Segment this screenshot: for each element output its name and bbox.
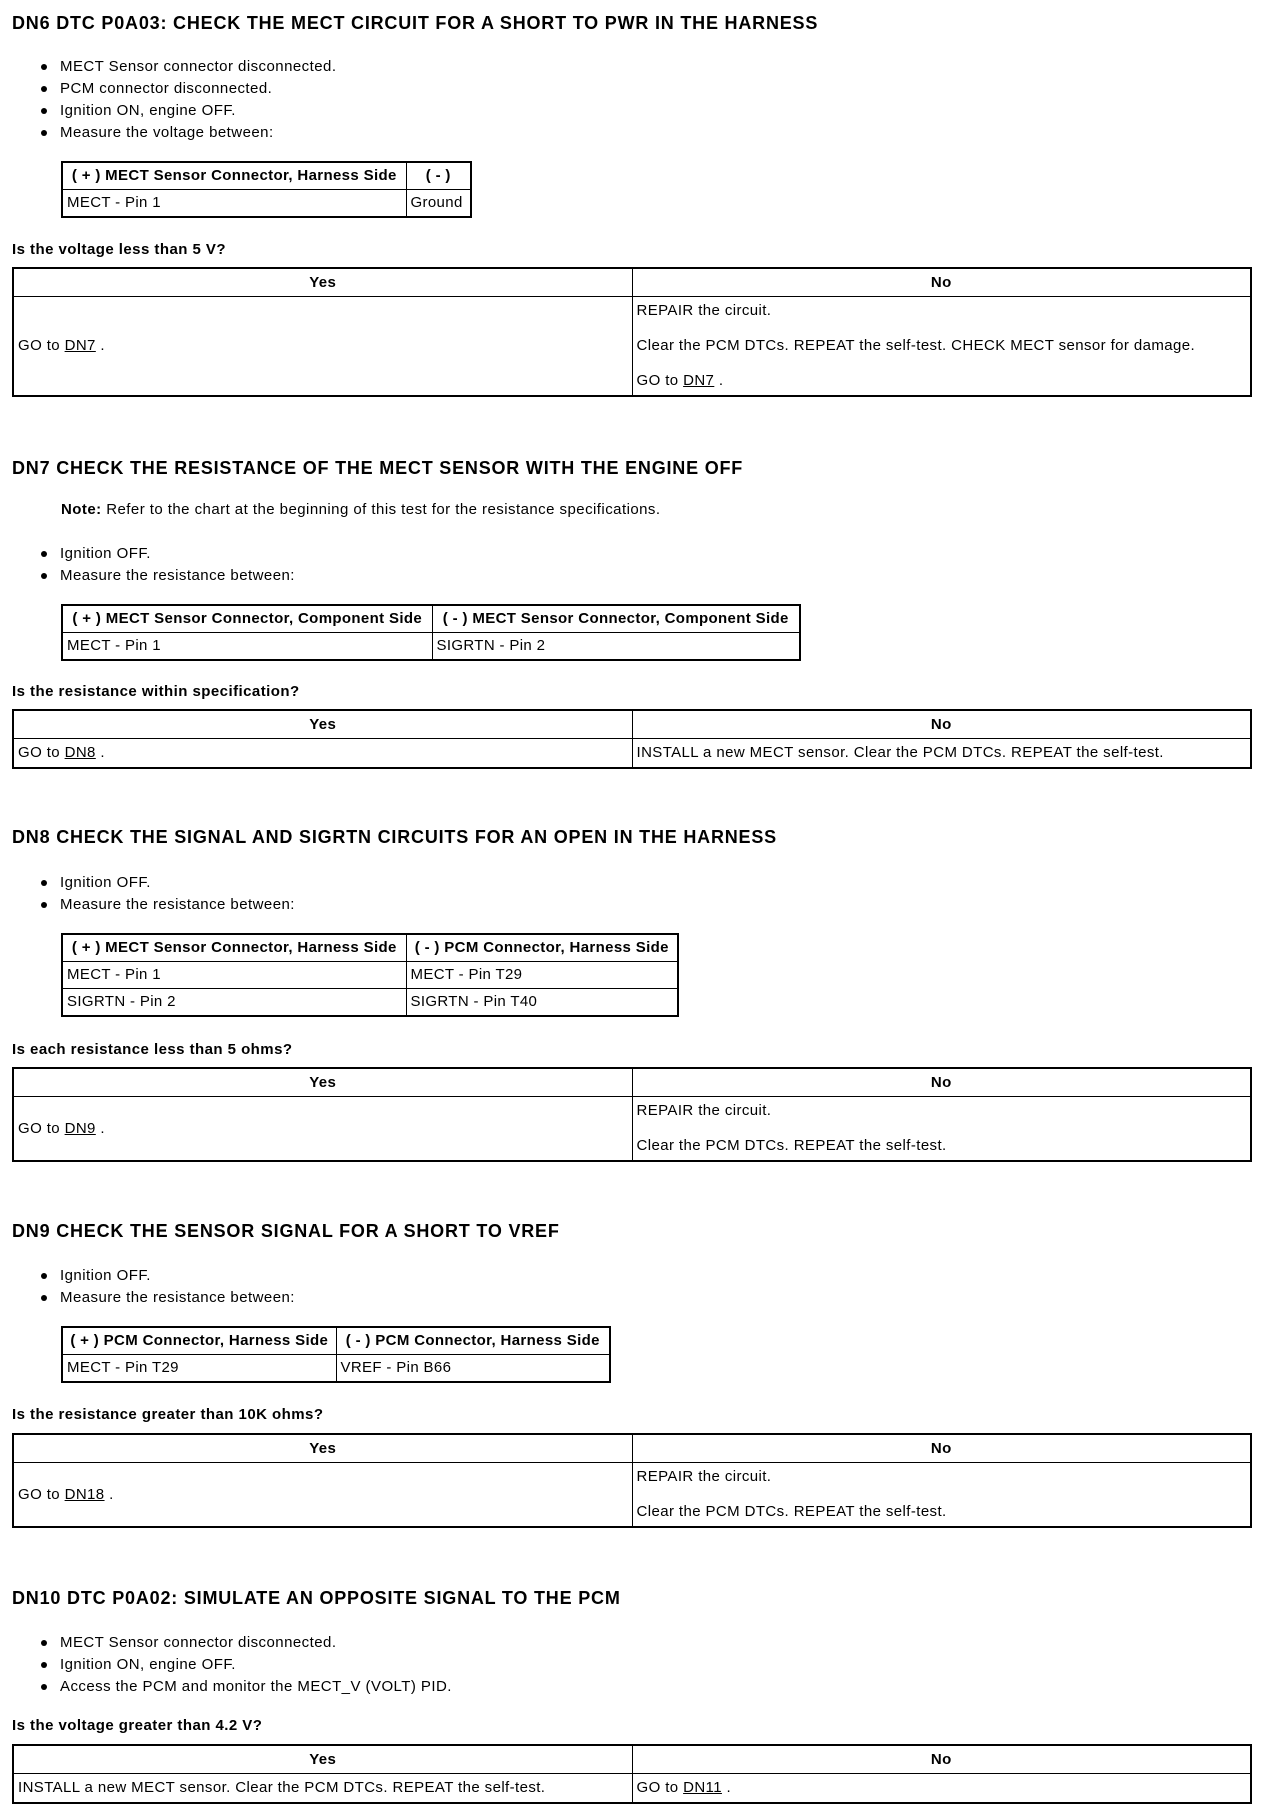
table-row (13, 1097, 1251, 1162)
table-header-row (13, 1745, 1251, 1774)
step-list (60, 1265, 295, 1309)
step-item (60, 1654, 452, 1676)
note-text: Refer to the chart at the beginning of this test for the resistance specifications. (106, 501, 661, 518)
no-action-cell (632, 1097, 1251, 1162)
goto-instruction (637, 372, 1247, 390)
table-row (62, 633, 800, 661)
bullet-icon (41, 1273, 47, 1279)
table-row (62, 989, 678, 1017)
step-item (60, 565, 295, 587)
step-text: MECT Sensor connector disconnected. (60, 1634, 337, 1651)
positive-lead-cell: MECT - Pin 1 (62, 962, 406, 989)
table-header-row (62, 1327, 610, 1355)
positive-lead-cell: MECT - Pin T29 (62, 1355, 336, 1383)
bullet-icon (41, 1684, 47, 1690)
bullet-icon (41, 1662, 47, 1668)
step-item (60, 1632, 452, 1654)
negative-lead-header: ( - ) PCM Connector, Harness Side (406, 934, 678, 962)
decision-question: Is the resistance within specification? (12, 683, 300, 700)
yes-action-cell (13, 1774, 632, 1804)
step-text: MECT Sensor connector disconnected. (60, 58, 337, 75)
step-item (60, 1676, 452, 1698)
negative-lead-cell: SIGRTN - Pin 2 (432, 633, 800, 661)
goto-prefix: GO to (18, 1485, 61, 1503)
decision-question: Is the voltage less than 5 V? (12, 241, 226, 258)
yes-action-cell (13, 1097, 632, 1162)
step-list (60, 56, 336, 144)
section-heading: DN6 DTC P0A03: CHECK THE MECT CIRCUIT FOR A SHORT TO PWR IN THE HARNESS (12, 13, 819, 33)
step-text: Ignition ON, engine OFF. (60, 1656, 236, 1673)
decision-question: Is the resistance greater than 10K ohms? (12, 1406, 324, 1423)
step-item (60, 1265, 295, 1287)
step-text: Ignition OFF. (60, 874, 151, 891)
bullet-icon (41, 573, 47, 579)
measurement-table (61, 604, 801, 661)
step-list (60, 543, 295, 587)
step-text: Measure the voltage between: (60, 124, 274, 141)
goto-prefix: GO to (636, 372, 679, 389)
yes-header: Yes (13, 1434, 632, 1463)
table-row (13, 1463, 1251, 1528)
no-header: No (632, 710, 1251, 739)
decision-table (12, 709, 1252, 769)
negative-lead-header: ( - ) MECT Sensor Connector, Component Side (432, 605, 800, 633)
no-action-cell (632, 739, 1251, 769)
table-header-row (13, 1068, 1251, 1097)
goto-prefix: GO to (18, 1119, 61, 1137)
table-row (62, 1355, 610, 1383)
table-row (13, 1774, 1251, 1804)
goto-suffix: . (100, 744, 105, 761)
note (61, 500, 661, 520)
negative-lead-cell: Ground (406, 190, 471, 218)
goto-suffix: . (718, 372, 724, 389)
action-text: INSTALL a new MECT sensor. Clear the PCM DTCs. REPEAT the self-test. (18, 1779, 546, 1796)
goto-link-dn9[interactable]: DN9 (64, 1119, 96, 1137)
goto-suffix: . (109, 1485, 114, 1503)
positive-lead-header: ( + ) MECT Sensor Connector, Harness Side (62, 934, 406, 962)
table-row (62, 190, 471, 218)
table-header-row (13, 268, 1251, 297)
step-text: PCM connector disconnected. (60, 80, 273, 97)
step-item (60, 100, 336, 122)
step-item (60, 1287, 295, 1309)
action-text: Clear the PCM DTCs. REPEAT the self-test. (636, 1137, 947, 1154)
positive-lead-cell: SIGRTN - Pin 2 (62, 989, 406, 1017)
action-text: Clear the PCM DTCs. REPEAT the self-test. (636, 1503, 947, 1520)
step-item (60, 78, 336, 100)
negative-lead-cell: SIGRTN - Pin T40 (406, 989, 678, 1017)
negative-lead-cell: VREF - Pin B66 (336, 1355, 610, 1383)
step-item (60, 543, 295, 565)
no-action-cell (632, 1463, 1251, 1528)
goto-instruction (637, 1779, 1247, 1797)
no-action-cell (632, 1774, 1251, 1804)
step-item (60, 122, 336, 144)
bullet-icon (41, 551, 47, 557)
step-text: Ignition ON, engine OFF. (60, 102, 236, 119)
positive-lead-cell: MECT - Pin 1 (62, 633, 432, 661)
bullet-icon (41, 880, 47, 886)
action-text: REPAIR the circuit. (636, 1468, 772, 1485)
positive-lead-header: ( + ) PCM Connector, Harness Side (62, 1327, 336, 1355)
bullet-icon (41, 902, 47, 908)
goto-link-dn18[interactable]: DN18 (64, 1485, 105, 1503)
bullet-icon (41, 108, 47, 114)
no-header: No (632, 1745, 1251, 1774)
table-header-row (13, 1434, 1251, 1463)
step-text: Ignition OFF. (60, 1267, 151, 1284)
yes-header: Yes (13, 710, 632, 739)
section-heading: DN9 CHECK THE SENSOR SIGNAL FOR A SHORT TO VREF (12, 1221, 560, 1241)
no-header: No (632, 1434, 1251, 1463)
step-text: Ignition OFF. (60, 545, 151, 562)
bullet-icon (41, 1640, 47, 1646)
goto-prefix: GO to (18, 337, 61, 354)
measurement-table (61, 933, 679, 1017)
step-item (60, 872, 295, 894)
step-list (60, 1632, 452, 1698)
step-list (60, 872, 295, 916)
no-header: No (632, 268, 1251, 297)
table-row (62, 962, 678, 989)
yes-action-cell (13, 1463, 632, 1528)
yes-action-cell (13, 297, 632, 397)
goto-suffix: . (100, 1119, 105, 1137)
decision-table (12, 267, 1252, 397)
bullet-icon (41, 1295, 47, 1301)
action-text: REPAIR the circuit. (636, 1102, 772, 1119)
decision-table (12, 1744, 1252, 1804)
measurement-table (61, 1326, 611, 1383)
step-item (60, 56, 336, 78)
action-text: INSTALL a new MECT sensor. Clear the PCM DTCs. REPEAT the self-test. (636, 744, 1164, 761)
goto-instruction (18, 337, 628, 355)
table-header-row (62, 162, 471, 190)
negative-lead-cell: MECT - Pin T29 (406, 962, 678, 989)
section-heading: DN7 CHECK THE RESISTANCE OF THE MECT SENSOR WITH THE ENGINE OFF (12, 458, 744, 478)
negative-lead-header: ( - ) (406, 162, 471, 190)
goto-prefix: GO to (636, 1779, 679, 1796)
goto-suffix: . (100, 337, 105, 354)
decision-table (12, 1433, 1252, 1528)
action-text: REPAIR the circuit. (636, 302, 772, 319)
decision-question: Is each resistance less than 5 ohms? (12, 1041, 293, 1058)
table-row (13, 739, 1251, 769)
positive-lead-cell: MECT - Pin 1 (62, 190, 406, 218)
no-action-cell (632, 297, 1251, 397)
goto-instruction (18, 744, 628, 762)
bullet-icon (41, 86, 47, 92)
table-header-row (13, 710, 1251, 739)
measurement-table (61, 161, 472, 218)
goto-instruction (18, 1120, 628, 1138)
goto-instruction (18, 1486, 628, 1504)
table-header-row (62, 934, 678, 962)
section-heading: DN10 DTC P0A02: SIMULATE AN OPPOSITE SIGNAL TO THE PCM (12, 1588, 621, 1608)
table-header-row (62, 605, 800, 633)
goto-link-dn11[interactable]: DN11 (683, 1779, 722, 1796)
note-label: Note: (61, 501, 102, 518)
table-row (13, 297, 1251, 397)
no-header: No (632, 1068, 1251, 1097)
bullet-icon (41, 130, 47, 136)
goto-link-dn8[interactable]: DN8 (64, 744, 96, 761)
decision-question: Is the voltage greater than 4.2 V? (12, 1717, 263, 1734)
goto-prefix: GO to (18, 744, 61, 761)
yes-header: Yes (13, 268, 632, 297)
yes-header: Yes (13, 1745, 632, 1774)
action-text: Clear the PCM DTCs. REPEAT the self-test. CHECK MECT sensor for damage. (636, 337, 1196, 354)
step-text: Measure the resistance between: (60, 1289, 295, 1306)
section-heading: DN8 CHECK THE SIGNAL AND SIGRTN CIRCUITS FOR AN OPEN IN THE HARNESS (12, 827, 777, 847)
goto-link-dn7[interactable]: DN7 (683, 372, 715, 389)
goto-suffix: . (726, 1779, 732, 1796)
positive-lead-header: ( + ) MECT Sensor Connector, Harness Side (62, 162, 406, 190)
step-text: Access the PCM and monitor the MECT_V (VOLT) PID. (60, 1678, 452, 1695)
step-item (60, 894, 295, 916)
step-text: Measure the resistance between: (60, 567, 295, 584)
decision-table (12, 1067, 1252, 1162)
goto-link-dn7[interactable]: DN7 (64, 337, 96, 354)
step-text: Measure the resistance between: (60, 896, 295, 913)
yes-action-cell (13, 739, 632, 769)
yes-header: Yes (13, 1068, 632, 1097)
bullet-icon (41, 64, 47, 70)
positive-lead-header: ( + ) MECT Sensor Connector, Component Side (62, 605, 432, 633)
negative-lead-header: ( - ) PCM Connector, Harness Side (336, 1327, 610, 1355)
